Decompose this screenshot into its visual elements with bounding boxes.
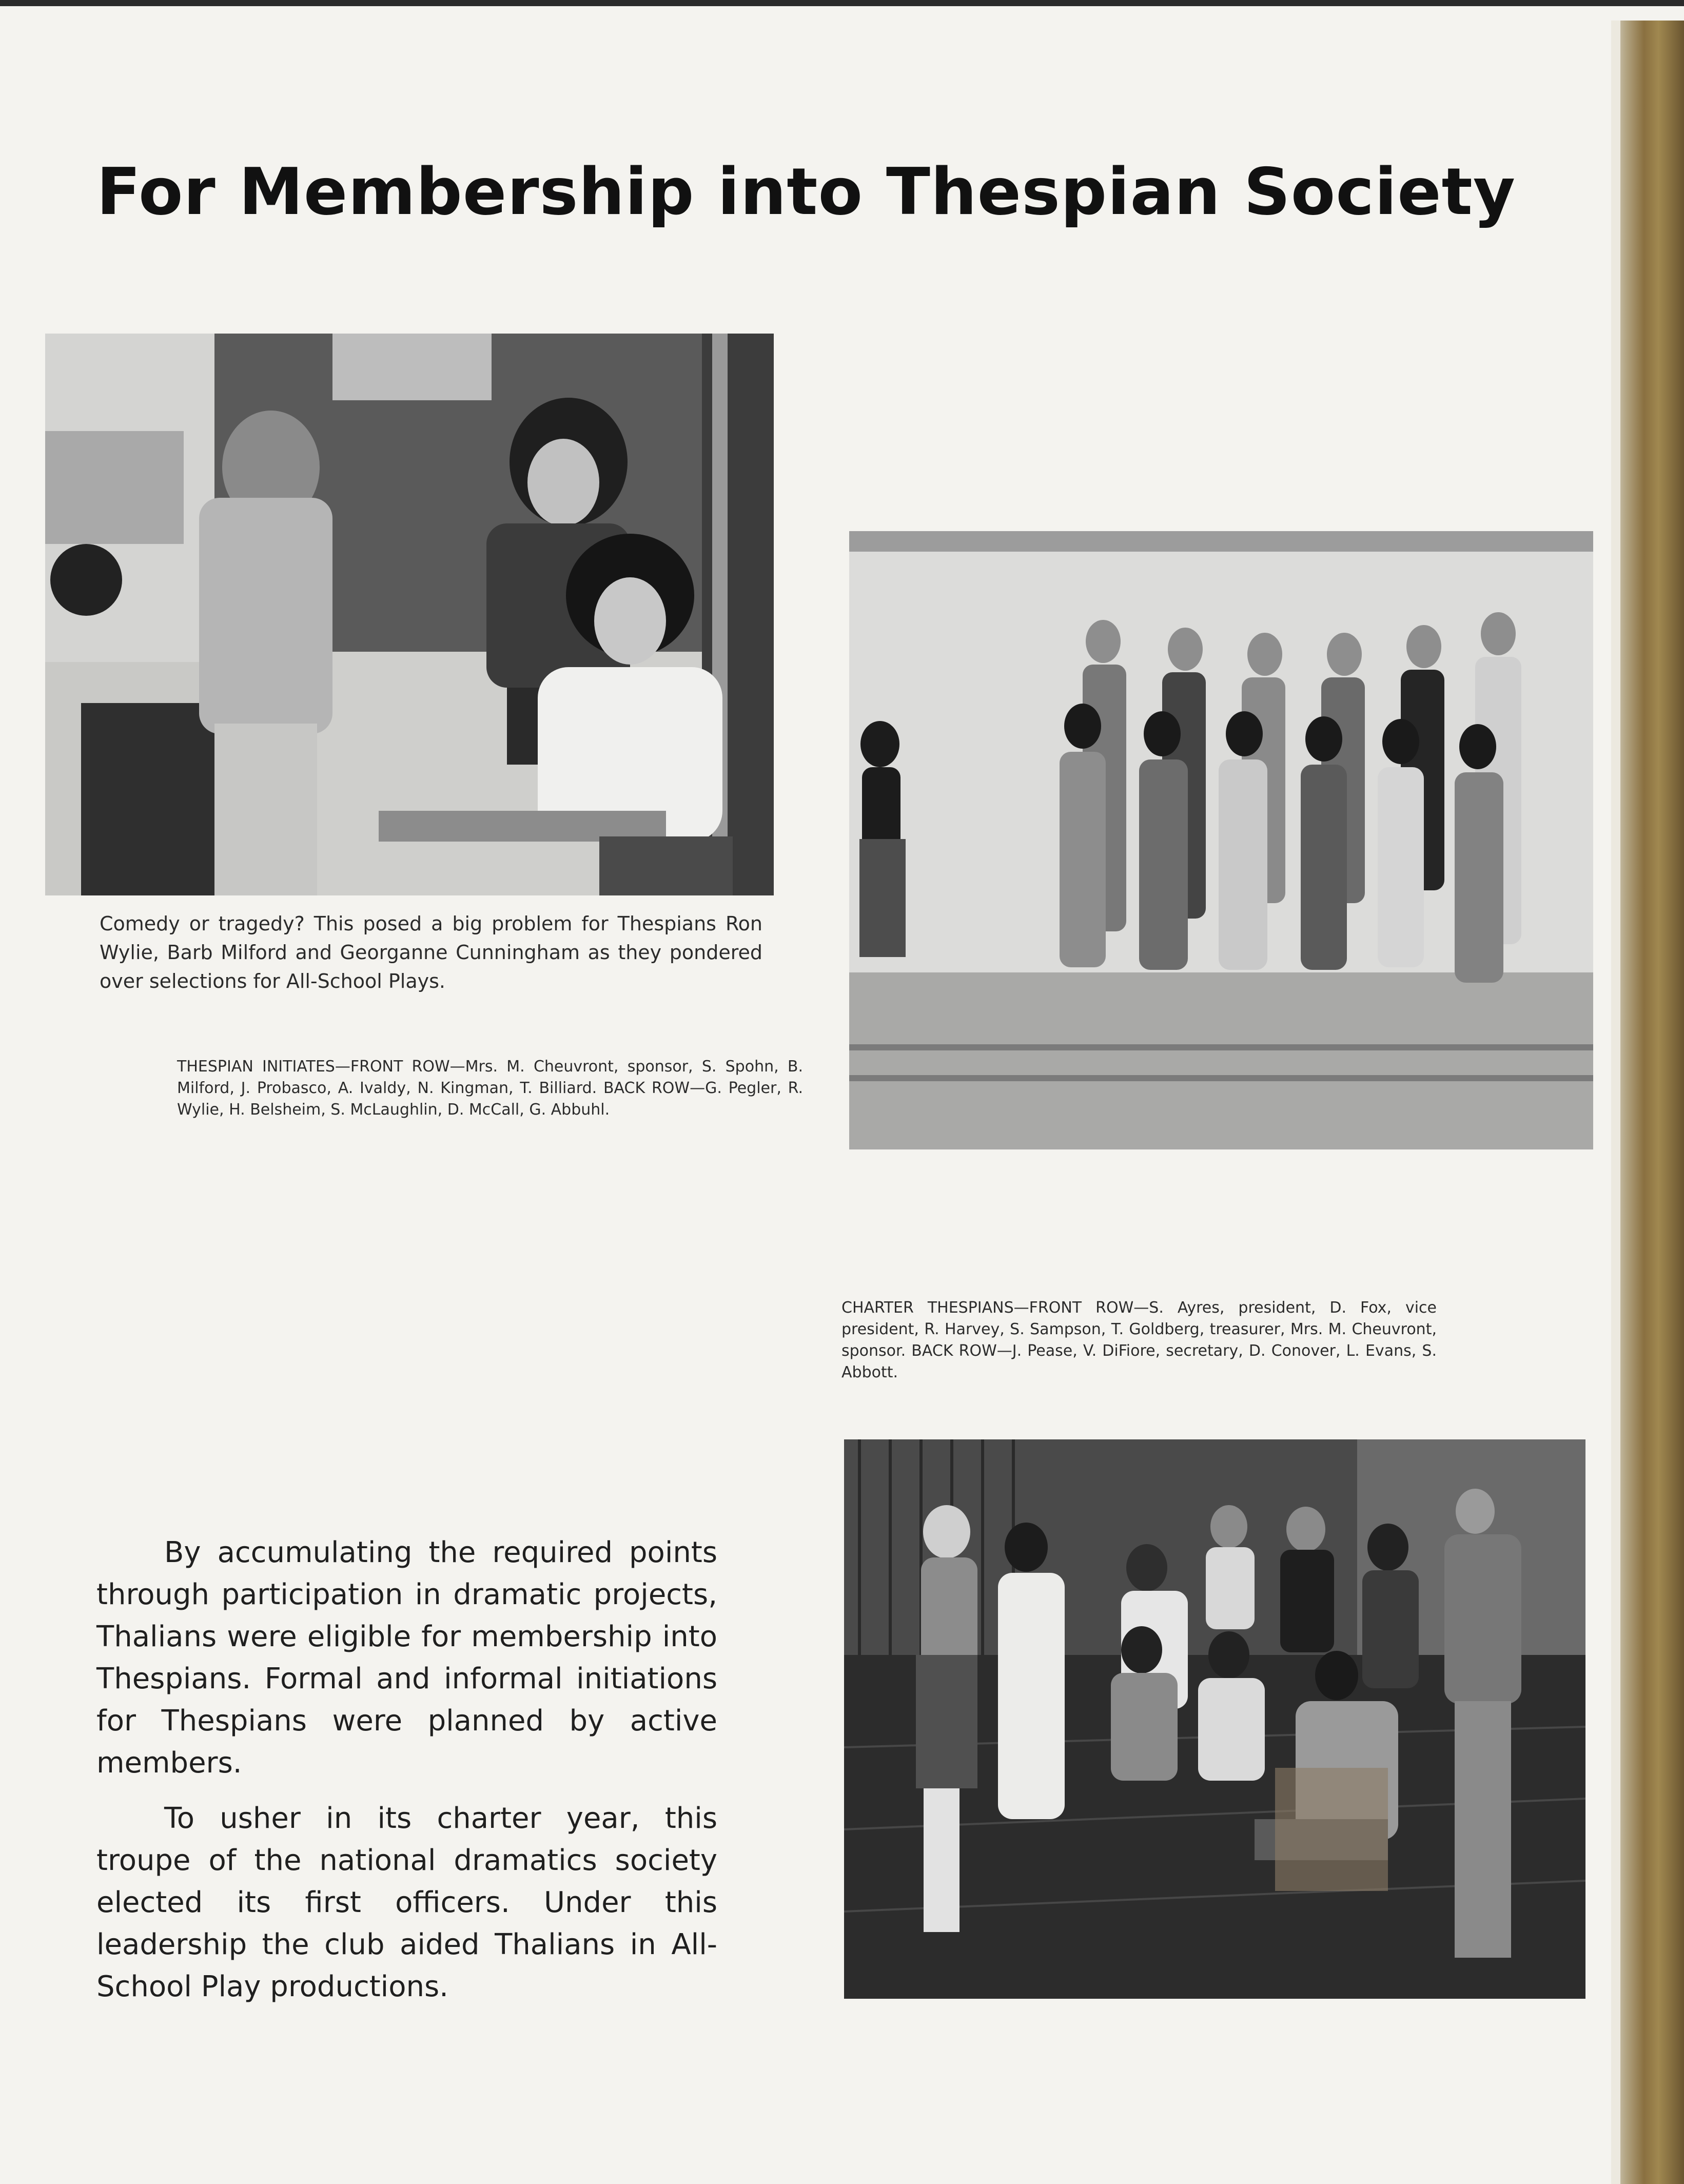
body-paragraph-1: By accumulating the required points through participation in dramatic projects, Thalians were eligible for membership into Thespians. Formal and informal initiations for Thespians were planned by active members. [96,1536,717,1780]
page-title: For Membership into Thespian Society [96,154,1516,229]
photo-charter-thespians [844,1439,1585,1999]
book-spine [1611,21,1684,2184]
caption-pondering: Comedy or tragedy? This posed a big problem for Thespians Ron Wylie, Barb Milford and Georganne Cunningham as they pondered over selections for All-School Plays. [100,912,762,992]
caption-charter-thespians: CHARTER THESPIANS—FRONT ROW—S. Ayres, president, D. Fox, vice president, R. Harvey, S. Sampson, T. Goldberg, treasurer, Mrs. M. Cheuvront, sponsor. BACK ROW—J. Pease, V. DiFiore, secretary, D. Conover, L. Evans, S. Abbott. [841,1299,1437,1381]
page-gutter [1611,21,1620,2184]
body-paragraph-2: To usher in its charter year, this troupe of the national dramatics society elected its first officers. Under this leadership the club aided Thalians in All-School Play productions. [96,1802,717,2003]
page-top-edge [0,0,1684,6]
caption-thespian-initiates: THESPIAN INITIATES—FRONT ROW—Mrs. M. Cheuvront, sponsor, S. Spohn, B. Milford, J. Probasco, A. Ivaldy, N. Kingman, T. Billiard. BACK ROW—G. Pegler, R. Wylie, H. Belsheim, S. McLaughlin, D. McCall, G. Abbuhl. [177,1058,803,1119]
body-text [96,1532,717,2021]
photo-thespians-pondering [45,334,774,895]
photo-thespian-initiates [849,531,1593,1149]
